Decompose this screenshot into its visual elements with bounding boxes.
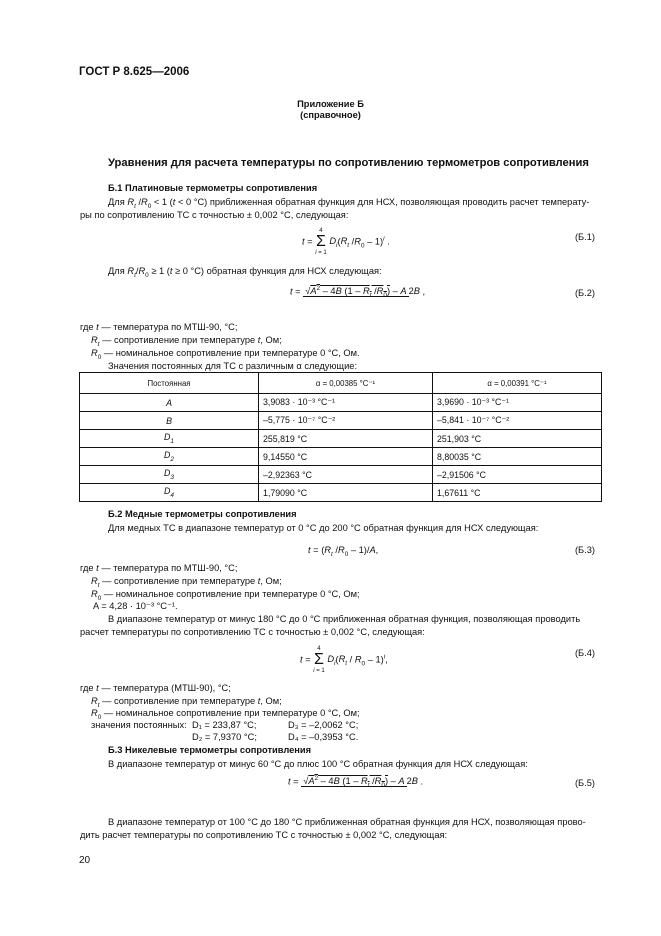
table-cell: 1,79090 °С — [259, 484, 433, 502]
s3-paragraph-1: В диапазоне температур от минус 60 °С до плюс 100 °С обратная функция для НСХ следующая: — [108, 759, 528, 769]
s1-def-t: где t — температура по МТШ-90, °С; — [80, 322, 238, 332]
s2-def-t: где t — температура по МТШ-90, °С; — [80, 563, 238, 573]
table-header-constant: Постоянная — [80, 373, 259, 394]
s2-def-r0-2: $R_0$ — номинальное сопротивление при температуре 0 °С, Ом; — [91, 708, 360, 721]
s1-paragraph-1-line-2: ры по сопротивлению ТС с точностью ± 0,002 °С, следующая: — [80, 210, 349, 220]
table-cell: 3,9083 · 10⁻³ °С⁻¹ — [259, 394, 433, 412]
table-cell: –5,775 · 10⁻⁷ °С⁻² — [259, 412, 433, 430]
s3-paragraph-2: В диапазоне температур от 100 °С до 180 °С приближенная обратная функция для НСХ, позволяющая прово- — [108, 817, 586, 827]
s2-def-rt-2: $R_t$ — сопротивление при температуре t, Ом; — [91, 696, 282, 709]
table-cell: 8,80035 °С — [433, 448, 602, 466]
section-2-heading: Б.2 Медные термометры сопротивления — [108, 509, 297, 519]
table-header-alpha-385: α = 0,00385 °С⁻¹ — [259, 373, 433, 394]
s1-paragraph-1: Для $R_t$ $/R_0 < 1$ (t < 0 °С) приближенная обратная функция для НСХ, позволяющая проводить расчет температу- — [108, 197, 590, 210]
standard-header: ГОСТ Р 8.625—2006 — [79, 66, 190, 78]
s2-def-a: A = 4,28 · 10⁻³ °С⁻¹. — [93, 601, 178, 611]
table-cell-constant: $D_2$ — [80, 448, 259, 466]
table-cell-constant: B — [80, 412, 259, 430]
equation-b4-number: (Б.4) — [574, 648, 595, 658]
s2-paragraph-1: Для медных ТС в диапазоне температур от 0 °С до 200 °С обратная функция для НСХ следующая: — [108, 523, 539, 533]
section-1-heading: Б.1 Платиновые термометры сопротивления — [108, 183, 318, 193]
s2-consts-label: значения постоянных: — [91, 720, 187, 730]
equation-b3-number: (Б.3) — [574, 545, 595, 555]
table-cell-constant: $D_1$ — [80, 430, 259, 448]
table-row — [80, 412, 602, 430]
s2-def-r0: $R_0$ — номинальное сопротивление при температуре 0 °С, Ом; — [91, 589, 360, 602]
table-row — [80, 484, 602, 502]
s2-paragraph-2: В диапазоне температур от минус 180 °С до 0 °С приближенная обратная функция, позволяющая проводить — [108, 614, 581, 624]
table-row — [80, 466, 602, 484]
s2-const-d4: D₄ = –0,3953 °С. — [288, 732, 359, 742]
table-cell: 255,819 °С — [259, 430, 433, 448]
page-number: 20 — [79, 855, 91, 866]
s3-paragraph-2-line-2: дить расчет температуры по сопротивлению ТС с точностью ± 0,002 °С, следующая: — [80, 830, 448, 840]
equation-b5-number: (Б.5) — [574, 778, 595, 788]
s2-def-rt: $R_t$ — сопротивление при температуре t, Ом; — [91, 576, 282, 589]
table-cell: –2,91506 °С — [433, 466, 602, 484]
table-cell-constant: $D_4$ — [80, 484, 259, 502]
table-cell-constant: A — [80, 394, 259, 412]
table-header-alpha-391: α = 0,00391 °С⁻¹ — [433, 373, 602, 394]
table-cell: 3,9690 · 10⁻³ °С⁻¹ — [433, 394, 602, 412]
equation-b1: t = 4 Σ i = 1 $D_i(R_t$ $/R_0 - 1)^i$ . — [302, 228, 390, 256]
table-cell: 251,903 °С — [433, 430, 602, 448]
s2-const-d3: D₃ = –2,0062 °С; — [288, 720, 359, 730]
s2-const-d1: D₁ = 233,87 °С; — [192, 720, 257, 730]
table-row — [80, 394, 602, 412]
table-header-row — [80, 373, 602, 394]
section-3-heading: Б.3 Никелевые термометры сопротивления — [108, 745, 312, 755]
appendix-subtitle: (справочное) — [300, 110, 361, 120]
s2-def-t-2: где t — температура (МТШ-90), °С; — [80, 683, 231, 693]
table-row — [80, 448, 602, 466]
equation-b4: t = 4 Σ i = 1 $D_i(R_t / R_0 - 1)^i$, — [300, 646, 388, 674]
s1-def-rt: $R_t$ — сопротивление при температуре t, Ом; — [91, 335, 282, 348]
table-row — [80, 430, 602, 448]
equation-b2-number: (Б.2) — [574, 288, 595, 298]
s1-paragraph-2: Для $R_t/R_0 \ge 1$ (t ≥ 0 °С) обратная функция для НСХ следующая: — [108, 266, 382, 279]
table-cell-constant: $D_3$ — [80, 466, 259, 484]
table-cell: 1,67611 °С — [433, 484, 602, 502]
table-intro: Значения постоянных для ТС с различным α следующие: — [108, 361, 358, 371]
s2-paragraph-2-line-2: расчет температуры по сопротивлению ТС с точностью ± 0,002 °С, следующая: — [80, 627, 425, 637]
equation-b3: $t = (R_t$ $/R_0 - 1)/A$, — [308, 545, 379, 558]
s1-def-r0: $R_0$ — номинальное сопротивление при температуре 0 °С, Ом. — [91, 348, 360, 361]
equation-b1-number: (Б.1) — [574, 232, 595, 242]
s2-const-d2: D₂ = 7,9370 °С; — [192, 732, 257, 742]
appendix-title: Приложение Б — [297, 99, 364, 109]
equation-b5: $t = √A^2 - 4B$ ($1 - R_t$ $/R_0$) – A 2B . — [288, 775, 424, 789]
main-title: Уравнения для расчета температуры по сопротивлению термометров сопротивления — [108, 157, 589, 169]
table-cell: –2,92363 °С — [259, 466, 433, 484]
table-cell: 9,14550 °С — [259, 448, 433, 466]
constants-table — [79, 372, 602, 502]
table-cell: –5,841 · 10⁻⁷ °С⁻² — [433, 412, 602, 430]
equation-b2: $t = √A^2 - 4B$ ($1 - R_t$ $/R_0$) – A 2B , — [290, 285, 426, 299]
